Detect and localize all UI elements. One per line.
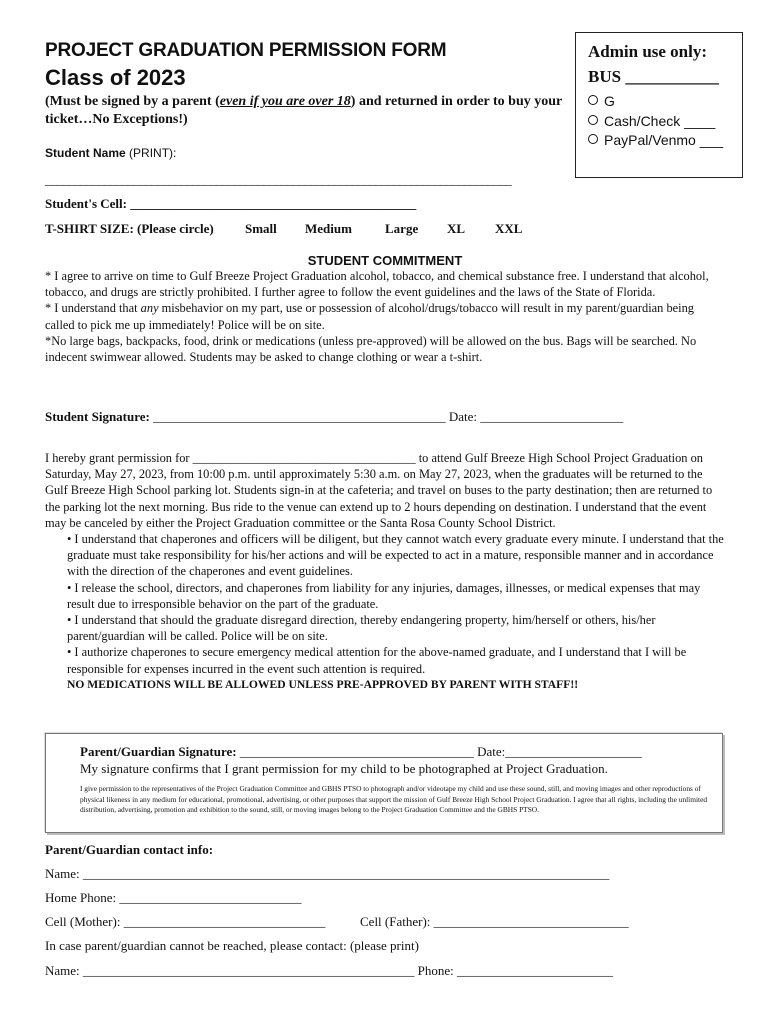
- instruction-text: (Must be signed by a parent (: [45, 94, 220, 109]
- form-title: PROJECT GRADUATION PERMISSION FORM: [45, 40, 447, 61]
- media-release-text: I give permission to the representatives of the Project Graduation Committee and GBHS PTSO to photograph and/or videotape my child and use these sound, still, and moving images and other reproductions of physical likeness in any medium for educational, promotional, advertising, or other purposes that support the mission of Gulf Breeze High School Project Graduation. I agree that all rights, including the unlimited distribution, advertising, promotion and exhibition to the sound, still, or moving images belong to the Project Graduation Committee and the GBHS PTSO.: [80, 784, 708, 815]
- admin-option-label: Cash/Check ____: [604, 113, 716, 129]
- student-name-field[interactable]: _______________________________________________________________________________: [45, 172, 512, 187]
- instruction-text: ) and returned in order to buy your ticket…No Exceptions!): [45, 94, 562, 127]
- student-name-print-note: (PRINT):: [125, 146, 177, 160]
- admin-option-g[interactable]: [588, 93, 615, 109]
- bullet-liability: • I release the school, directors, and chaperones from liability for any injuries, damages, illnesses, or medical expenses that may result due to irresponsible behavior on the part of the graduate.: [67, 580, 701, 611]
- contact-info-heading: Parent/Guardian contact info:: [45, 842, 214, 857]
- size-xxl[interactable]: XXL: [495, 221, 523, 236]
- student-signature-line[interactable]: _____________________________________________ Date: ______________________: [149, 409, 624, 424]
- student-name-label: [45, 146, 176, 160]
- size-medium[interactable]: Medium: [305, 221, 352, 236]
- tshirt-size-label: T-SHIRT SIZE: (Please circle): [45, 221, 214, 236]
- size-xl[interactable]: XL: [447, 221, 466, 236]
- radio-circle-icon[interactable]: [588, 134, 598, 144]
- bullet-chaperones: • I understand that chaperones and officers will be diligent, but they cannot watch every graduate every minute. I understand that the graduate must take responsibility for his/her actions and will be expected to act in a mature, responsible manner and in accordance with the direction of the chaperones and event guidelines.: [67, 532, 724, 579]
- commitment-text: misbehavior on my part, use or possession of alcohol/drugs/tobacco will result in my parent/guardian being called to pick me up immediately! Police will be on site.: [45, 301, 695, 332]
- cell-mother-field[interactable]: Cell (Mother): _______________________________: [45, 914, 326, 929]
- parent-signature-field[interactable]: [80, 744, 642, 760]
- commitment-misbehavior: [45, 300, 721, 332]
- home-phone-field[interactable]: Home Phone: ____________________________: [45, 890, 302, 905]
- no-medications-notice: NO MEDICATIONS WILL BE ALLOWED UNLESS PRE-APPROVED BY PARENT WITH STAFF!!: [67, 677, 579, 691]
- admin-option-label: PayPal/Venmo ___: [604, 132, 724, 148]
- photo-consent-statement: My signature confirms that I grant permission for my child to be photographed at Project Graduation.: [80, 761, 608, 776]
- parent-signature-label: Parent/Guardian Signature:: [80, 744, 237, 759]
- student-cell-field[interactable]: Student's Cell: ____________________________________________: [45, 196, 417, 211]
- admin-option-paypal-venmo[interactable]: [588, 132, 723, 148]
- bullet-medical: • I authorize chaperones to secure emergency medical attention for the above-named graduate, and I understand that I will be responsible for expenses incurred in the event such attention is required.: [67, 645, 687, 676]
- admin-use-box: [575, 32, 743, 178]
- radio-circle-icon[interactable]: [588, 115, 598, 125]
- bus-field[interactable]: BUS ___________: [588, 67, 719, 86]
- admin-title: Admin use only:: [588, 42, 708, 61]
- parent-signature-line[interactable]: ____________________________________ Date:_____________________: [236, 744, 642, 759]
- parent-name-field[interactable]: Name: _________________________________________________________________________________: [45, 866, 610, 881]
- commitment-text: * I understand that: [45, 301, 141, 316]
- commitment-substance-free: * I agree to arrive on time to Gulf Breeze Project Graduation alcohol, tobacco, and chemical substance free. I understand that alcohol, tobacco, and drugs are strictly prohibited. I further agree to follow the event guidelines and the laws of the State of Florida.: [45, 269, 709, 300]
- bullet-disregard: • I understand that should the graduate disregard direction, thereby endangering property, him/herself or others, his/her parent/guardian will be called. Police will be on site.: [67, 613, 656, 644]
- class-year-heading: Class of 2023: [45, 65, 186, 90]
- tshirt-size-row: [45, 221, 605, 237]
- student-signature-label: Student Signature:: [45, 409, 150, 424]
- commitment-bags: *No large bags, backpacks, food, drink or medications (unless pre-approved) will be allowed on the bus. Bags will be searched. No indecent swimwear allowed. Students may be asked to change clothing or wear a t-shirt.: [45, 333, 697, 365]
- admin-option-cash-check[interactable]: [588, 113, 715, 129]
- student-signature-field[interactable]: [45, 409, 623, 425]
- radio-circle-icon[interactable]: [588, 95, 598, 105]
- size-large[interactable]: Large: [385, 221, 419, 236]
- emergency-contact-instruction: In case parent/guardian cannot be reached, please contact: (please print): [45, 938, 419, 953]
- commitment-emphasis: any: [140, 301, 159, 316]
- size-small[interactable]: Small: [245, 221, 277, 236]
- emergency-contact-field[interactable]: Name: ___________________________________________________ Phone: ________________________: [45, 963, 614, 978]
- parent-signature-box: [45, 733, 723, 833]
- student-commitment-heading: STUDENT COMMITMENT: [307, 253, 463, 268]
- admin-option-label: G: [604, 93, 615, 109]
- instruction-emphasis: even if you are over 18: [219, 94, 351, 109]
- permission-intro: I hereby grant permission for ____________________________________ to attend Gulf Breeze High School Project Graduation on Saturday, May 27, 2023, from 10:00 p.m. until approximately 5:30 a.m. on May 27, 2023, when the graduates will be returned to the Gulf Breeze High School parking lot. Students sign-in at the cafeteria; and travel on buses to the party destination; then are returned to the parking lot the next morning. Bus ride to the venue can extend up to 2 hours depending on destination. I understand that the event may be canceled by either the Project Graduation committee or the Santa Rosa County School District.: [45, 451, 713, 530]
- parent-signature-instruction: [45, 93, 565, 129]
- parent-permission-section: [45, 450, 725, 693]
- cell-father-field[interactable]: Cell (Father): ______________________________: [360, 914, 629, 929]
- permission-bullets: [45, 531, 725, 693]
- student-name-label-bold: Student Name: [45, 146, 126, 160]
- student-commitment-text: [45, 268, 721, 365]
